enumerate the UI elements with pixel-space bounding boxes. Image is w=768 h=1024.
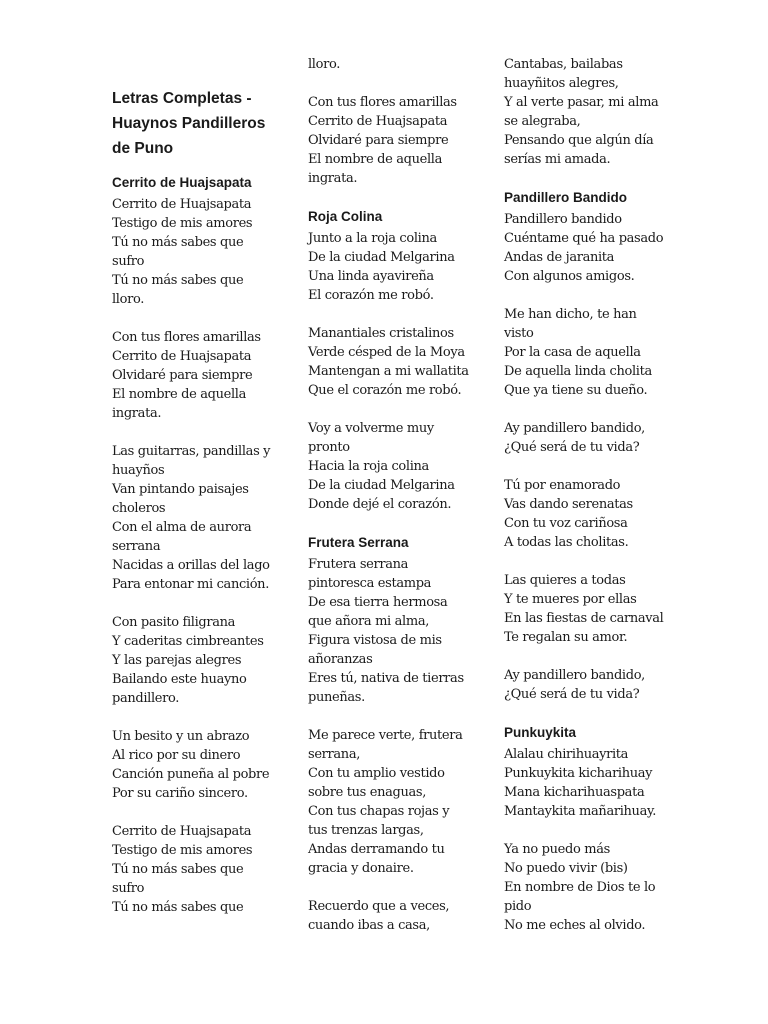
lyric-line: Vas dando serenatas [504, 497, 633, 512]
lyric-line: ¿Qué será de tu vida? [504, 687, 640, 702]
stanza [504, 840, 684, 935]
document-title-line: Huaynos Pandilleros [112, 115, 266, 132]
lyric-line: Donde dejé el corazón. [308, 497, 452, 512]
lyric-line: Testigo de mis amores [112, 216, 253, 231]
lyric-line: Tú por enamorado [504, 478, 621, 493]
lyric-line: Al rico por su dinero [112, 748, 241, 763]
document-title [112, 86, 292, 161]
lyric-line: Un besito y un abrazo [112, 729, 250, 744]
lyric-line: Canción puneña al pobre [112, 767, 270, 782]
lyric-line: lloro. [112, 292, 144, 307]
lyric-line: Para entonar mi canción. [112, 577, 269, 592]
lyric-line: A todas las cholitas. [504, 535, 629, 550]
lyric-line: Y caderitas cimbreantes [112, 634, 264, 649]
lyric-line: Ay pandillero bandido, [504, 421, 645, 436]
lyric-line: Tú no más sabes que [112, 862, 244, 877]
lyric-line: Con pasito filigrana [112, 615, 236, 630]
lyric-line: visto [504, 326, 534, 341]
lyric-line: Junto a la roja colina [308, 231, 437, 246]
lyric-line: lloro. [308, 57, 340, 72]
lyric-line: sobre tus enaguas, [308, 785, 427, 800]
lyric-line: huayñitos alegres, [504, 76, 619, 91]
column-3 [504, 55, 684, 954]
lyric-line: puneñas. [308, 690, 365, 705]
lyric-line: El nombre de aquella [112, 387, 247, 402]
lyric-line: Cantabas, bailabas [504, 57, 623, 72]
lyric-line: De la ciudad Melgarina [308, 250, 455, 265]
lyric-line: pido [504, 899, 532, 914]
lyric-line: Con tus chapas rojas y [308, 804, 450, 819]
lyric-line: Recuerdo que a veces, [308, 899, 450, 914]
lyric-line: Cerrito de Huajsapata [112, 349, 252, 364]
lyric-line: Ya no puedo más [504, 842, 610, 857]
lyric-line: que añora mi alma, [308, 614, 430, 629]
lyric-line: Cuéntame qué ha pasado [504, 231, 664, 246]
lyric-line: pronto [308, 440, 350, 455]
lyric-line: De esa tierra hermosa [308, 595, 448, 610]
lyric-line: No me eches al olvido. [504, 918, 646, 933]
stanza [504, 476, 684, 552]
lyric-line: Mantengan a mi wallatita [308, 364, 469, 379]
lyric-line: Con tu amplio vestido [308, 766, 445, 781]
stanza [504, 666, 684, 704]
lyric-line: Me han dicho, te han [504, 307, 637, 322]
lyric-line: Las guitarras, pandillas y [112, 444, 271, 459]
stanza [308, 93, 488, 188]
stanza [504, 745, 684, 821]
document-title-line: Letras Completas - [112, 90, 252, 107]
lyric-line: serrana [112, 539, 161, 554]
lyric-line: Y al verte pasar, mi alma [504, 95, 659, 110]
lyric-line: El nombre de aquella [308, 152, 443, 167]
lyric-line: Van pintando paisajes [112, 482, 249, 497]
lyric-line: Tú no más sabes que [112, 900, 244, 915]
song-title: Punkuykita [504, 725, 577, 740]
stanza [112, 442, 292, 594]
lyric-line: De aquella linda cholita [504, 364, 652, 379]
stanza [504, 210, 684, 286]
lyric-line: El corazón me robó. [308, 288, 434, 303]
lyric-line: Andas derramando tu [308, 842, 445, 857]
song-title: Roja Colina [308, 209, 383, 224]
stanza [504, 419, 684, 457]
stanza [504, 571, 684, 647]
stanza [308, 229, 488, 305]
stanza [308, 555, 488, 707]
lyric-line: Mantaykita mañarihuay. [504, 804, 657, 819]
lyric-line: serrana, [308, 747, 360, 762]
lyric-line: Nacidas a orillas del lago [112, 558, 270, 573]
lyric-line: Alalau chirihuayrita [504, 747, 629, 762]
lyric-line: Con tus flores amarillas [308, 95, 457, 110]
stanza [504, 305, 684, 400]
lyric-line: En nombre de Dios te lo [504, 880, 656, 895]
lyric-line: Testigo de mis amores [112, 843, 253, 858]
lyric-line: choleros [112, 501, 166, 516]
lyric-line: Bailando este huayno [112, 672, 247, 687]
lyric-line: Me parece verte, frutera [308, 728, 463, 743]
lyric-line: Con el alma de aurora [112, 520, 252, 535]
stanza [112, 195, 292, 309]
song-title: Pandillero Bandido [504, 190, 628, 205]
lyric-line: Y te mueres por ellas [504, 592, 637, 607]
stanza [112, 727, 292, 803]
lyric-line: Ay pandillero bandido, [504, 668, 645, 683]
lyric-line: Con tu voz cariñosa [504, 516, 628, 531]
lyric-line: Punkuykita kicharihuay [504, 766, 653, 781]
lyric-line: se alegraba, [504, 114, 581, 129]
lyric-line: cuando ibas a casa, [308, 918, 430, 933]
column-1 [112, 86, 292, 936]
lyric-line: Tú no más sabes que [112, 273, 244, 288]
lyric-line: Pensando que algún día [504, 133, 654, 148]
stanza [308, 419, 488, 514]
stanza [112, 328, 292, 423]
lyric-line: Eres tú, nativa de tierras [308, 671, 464, 686]
song-title: Frutera Serrana [308, 535, 409, 550]
lyric-line: Cerrito de Huajsapata [112, 197, 252, 212]
lyric-line: De la ciudad Melgarina [308, 478, 455, 493]
lyric-line: Mana kicharihuaspata [504, 785, 645, 800]
stanza [308, 897, 488, 935]
lyric-line: Y las parejas alegres [112, 653, 242, 668]
lyric-line: No puedo vivir (bis) [504, 861, 628, 876]
lyric-line: tus trenzas largas, [308, 823, 424, 838]
song-title: Cerrito de Huajsapata [112, 175, 252, 190]
lyric-line: Olvidaré para siempre [112, 368, 253, 383]
lyric-line: Andas de jaranita [504, 250, 615, 265]
stanza [308, 55, 488, 74]
stanza [504, 55, 684, 169]
lyric-line: Figura vistosa de mis [308, 633, 442, 648]
lyric-line: Con algunos amigos. [504, 269, 635, 284]
lyric-line: Una linda ayavireña [308, 269, 434, 284]
lyric-line: Frutera serrana [308, 557, 409, 572]
stanza [308, 324, 488, 400]
lyric-line: gracia y donaire. [308, 861, 414, 876]
stanza [112, 822, 292, 917]
stanza [308, 726, 488, 878]
document-title-line: de Puno [112, 140, 174, 157]
lyric-line: Que ya tiene su dueño. [504, 383, 648, 398]
lyric-line: En las fiestas de carnaval [504, 611, 664, 626]
lyric-line: Te regalan su amor. [504, 630, 628, 645]
lyric-line: serías mi amada. [504, 152, 611, 167]
lyric-line: sufro [112, 254, 145, 269]
lyric-line: añoranzas [308, 652, 373, 667]
lyric-line: Tú no más sabes que [112, 235, 244, 250]
lyric-line: pandillero. [112, 691, 180, 706]
column-2 [308, 55, 488, 954]
lyric-line: Voy a volverme muy [308, 421, 434, 436]
lyric-line: ingrata. [308, 171, 358, 186]
lyric-line: Hacia la roja colina [308, 459, 429, 474]
lyric-line: Verde césped de la Moya [308, 345, 465, 360]
lyric-line: Cerrito de Huajsapata [308, 114, 448, 129]
lyric-line: Con tus flores amarillas [112, 330, 261, 345]
lyric-line: pintoresca estampa [308, 576, 432, 591]
lyric-line: Por su cariño sincero. [112, 786, 248, 801]
lyric-line: sufro [112, 881, 145, 896]
lyric-line: huayños [112, 463, 165, 478]
lyric-line: ¿Qué será de tu vida? [504, 440, 640, 455]
stanza [112, 613, 292, 708]
lyric-line: Manantiales cristalinos [308, 326, 454, 341]
lyric-line: Las quieres a todas [504, 573, 626, 588]
lyric-line: ingrata. [112, 406, 162, 421]
lyric-line: Olvidaré para siempre [308, 133, 449, 148]
lyric-line: Por la casa de aquella [504, 345, 641, 360]
lyric-line: Que el corazón me robó. [308, 383, 462, 398]
lyric-line: Pandillero bandido [504, 212, 622, 227]
lyric-line: Cerrito de Huajsapata [112, 824, 252, 839]
